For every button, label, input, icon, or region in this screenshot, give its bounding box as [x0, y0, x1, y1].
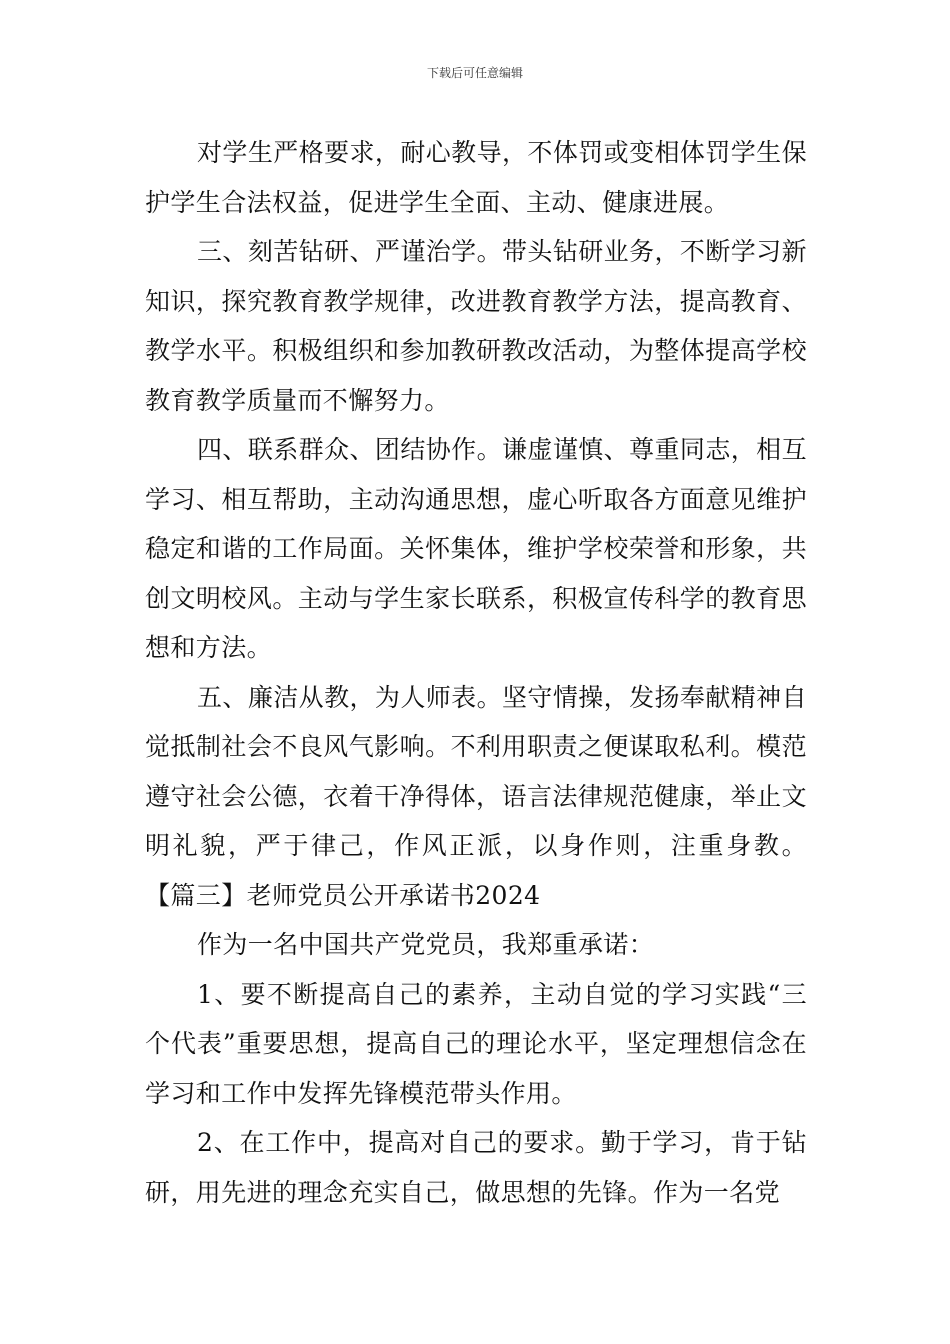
paragraph-7: 2、在工作中，提高对自己的要求。勤于学习，肯于钻研，用先进的理念充实自己，做思想的先锋。作为一名党	[145, 1128, 807, 1207]
paragraph-4: 五、廉洁从教，为人师表。坚守情操，发扬奉献精神自觉抵制社会不良风气影响。不利用职责之便谋取私利。模范遵守社会公德，衣着干净得体，语言法律规范健康，举止文明礼貌，严于律己，作风正派，以身作则，注重身教。 【篇三】老师党员公开承诺书2024	[145, 682, 807, 910]
paragraph-6: 1、要不断提高自己的素养，主动自觉的学习实践“三个代表”重要思想，提高自己的理论水平，坚定理想信念在学习和工作中发挥先锋模范带头作用。	[145, 979, 807, 1108]
paragraph-2: 三、刻苦钻研、严谨治学。带头钻研业务，不断学习新知识，探究教育教学规律，改进教育教学方法，提高教育、教学水平。积极组织和参加教研教改活动，为整体提高学校教育教学质量而不懈努力。	[145, 237, 807, 415]
paragraph-3: 四、联系群众、团结协作。谦虚谨慎、尊重同志，相互学习、相互帮助，主动沟通思想，虚心听取各方面意见维护稳定和谐的工作局面。关怀集体，维护学校荣誉和形象，共创文明校风。主动与学生家长联系，积极宣传科学的教育思想和方法。	[145, 435, 807, 662]
page-header: 下载后可任意编辑	[426, 66, 523, 80]
document-body	[145, 128, 807, 1217]
paragraph-5: 作为一名中国共产党党员，我郑重承诺：	[197, 930, 655, 959]
paragraph-1: 对学生严格要求，耐心教导，不体罚或变相体罚学生保护学生合法权益，促进学生全面、主动、健康进展。	[145, 138, 807, 217]
